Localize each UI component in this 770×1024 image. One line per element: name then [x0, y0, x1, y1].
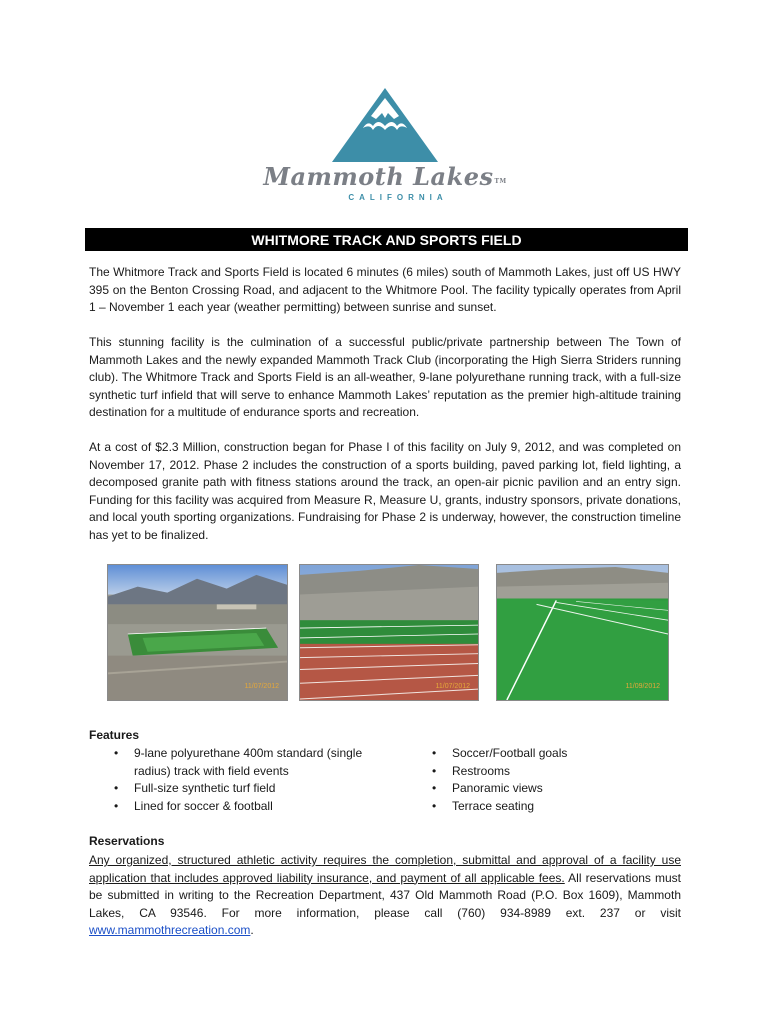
photo1-date-stamp: 11/07/2012	[244, 683, 279, 690]
reservations-paragraph	[89, 852, 681, 940]
photo-turf-field	[496, 564, 669, 701]
features-heading: Features	[89, 728, 140, 742]
intro-paragraph: The Whitmore Track and Sports Field is located 6 minutes (6 miles) south of Mammoth Lakes, just off US HWY 395 on the Benton Crossing Road, and adjacent to the Whitmore Pool. The facility typically operates from April 1 – November 1 each year (weather permitting) between sunrise and sunset.	[89, 265, 681, 315]
mammoth-recreation-link[interactable]: www.mammothrecreation.com	[89, 923, 251, 938]
construction-paragraph: At a cost of $2.3 Million, construction began for Phase I of this facility on July 9, 2012, and was completed on November 17, 2012. Phase 2 includes the construction of a sports building, paved parking lot, field lighting, a decomposed granite path with fitness stations around the track, an open-air picnic pavilion and an entry sign. Funding for this facility was acquired from Measure R, Measure U, grants, industry sponsors, private donations, and local youth sporting organizations. Fundraising for Phase 2 is underway, however, the construction timeline has yet to be finalized.	[89, 440, 681, 542]
mountain-logo-icon	[330, 86, 440, 164]
list-item: • Restrooms	[430, 763, 680, 781]
logo-subtitle: CALIFORNIA	[348, 193, 448, 202]
list-item: • Lined for soccer & football	[112, 798, 382, 816]
photo-aerial-field	[107, 564, 288, 701]
logo-wordmark	[263, 162, 506, 191]
logo-trademark: TM	[494, 178, 507, 185]
list-item: • Full-size synthetic turf field	[112, 780, 382, 798]
mammoth-lakes-logo	[0, 86, 770, 202]
features-list-right	[430, 745, 680, 815]
page-title: WHITMORE TRACK AND SPORTS FIELD	[85, 228, 688, 251]
photo2-date-stamp: 11/07/2012	[435, 683, 470, 690]
reservations-heading: Reservations	[89, 834, 165, 848]
reservations-requirement: Any organized, structured athletic activity requires the completion, submittal and approval of a facility use application that includes approved liability insurance, and payment of all applicable fees.	[89, 853, 681, 885]
photo-track-lanes	[299, 564, 479, 701]
list-item: • Terrace seating	[430, 798, 680, 816]
reservations-end: .	[250, 923, 254, 938]
list-item: • Soccer/Football goals	[430, 745, 680, 763]
partnership-paragraph: This stunning facility is the culmination of a successful public/private partnership between The Town of Mammoth Lakes and the newly expanded Mammoth Track Club (incorporating the High Sierra Striders running club). The Whitmore Track and Sports Field is an all-weather, 9-lane polyurethane running track, with a full-size synthetic turf infield that will serve to enhance Mammoth Lakes’ reputation as the premier high-altitude training destination for a multitude of endurance sports and recreation.	[89, 335, 681, 420]
reservations-body: All reservations must be submitted in writing to the Recreation Department, 437 Old Mammoth Road (P.O. Box 1609), Mammoth Lakes, CA 93546. For more information, please call (760) 934-8989 ext. 237 or visit	[89, 870, 682, 920]
photo3-date-stamp: 11/09/2012	[625, 683, 660, 690]
features-list-left	[112, 745, 382, 815]
logo-name: Mammoth Lakes	[263, 162, 494, 191]
list-item: • Panoramic views	[430, 780, 680, 798]
list-item: • 9-lane polyurethane 400m standard (single radius) track with field events	[112, 745, 382, 780]
